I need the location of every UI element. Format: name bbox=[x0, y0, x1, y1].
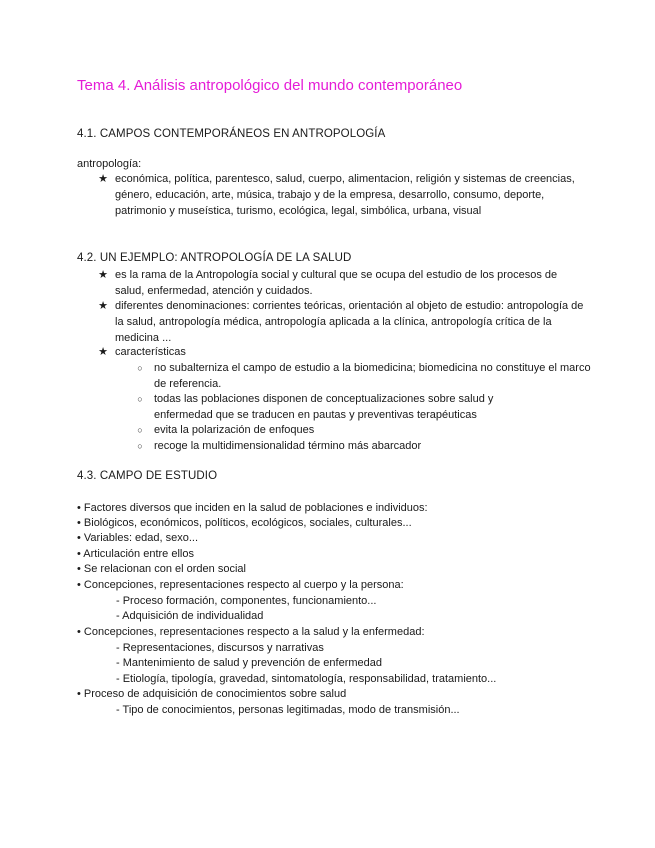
document-title: Tema 4. Análisis antropológico del mundo contemporáneo bbox=[77, 77, 463, 94]
section-heading-ejemplo: 4.2. UN EJEMPLO: ANTROPOLOGÍA DE LA SALUD bbox=[77, 252, 352, 264]
star-bullet-icon: ★ bbox=[98, 269, 108, 281]
star-bullet-icon: ★ bbox=[98, 300, 108, 312]
circle-bullet-icon: ○ bbox=[137, 425, 143, 435]
subitem-polarizacion: evita la polarización de enfoques bbox=[154, 424, 315, 436]
subitem-poblaciones: todas las poblaciones disponen de conceptualizaciones sobre salud y enfermedad que se traducen en pautas y preventivas terapéuticas bbox=[154, 393, 494, 421]
denominaciones-text: diferentes denominaciones: corrientes teóricas, orientación al objeto de estudio: antropología de la salud, antropología médica, antropología aplicada a la clínica, antropología crítica de la medicina ... bbox=[115, 300, 584, 344]
list-item: • Biológicos, económicos, políticos, ecológicos, sociales, culturales... bbox=[77, 517, 412, 529]
list-subitem: - Proceso formación, componentes, funcionamiento... bbox=[116, 595, 377, 607]
subitem-biomedicina: no subalterniza el campo de estudio a la biomedicina; biomedicina no constituye el marco de referencia. bbox=[154, 362, 591, 390]
list-item: • Factores diversos que inciden en la salud de poblaciones e individuos: bbox=[77, 502, 428, 514]
rama-text: es la rama de la Antropología social y cultural que se ocupa del estudio de los procesos de salud, enfermedad, atención y cuidados. bbox=[115, 269, 558, 297]
circle-bullet-icon: ○ bbox=[137, 363, 143, 373]
circle-bullet-icon: ○ bbox=[137, 441, 143, 451]
list-subitem: - Tipo de conocimientos, personas legitimadas, modo de transmisión... bbox=[116, 704, 460, 716]
campos-list-text: económica, política, parentesco, salud, cuerpo, alimentacion, religión y sistemas de creencias, género, educación, arte, música, trabajo y de la empresa, desarrollo, consumo, deporte, patrimonio y museística, turismo, ecológica, legal, simbólica, urbana, visual bbox=[115, 173, 575, 217]
list-item: • Concepciones, representaciones respecto a la salud y la enfermedad: bbox=[77, 626, 425, 638]
list-item: • Proceso de adquisición de conocimientos sobre salud bbox=[77, 688, 347, 700]
list-item: • Variables: edad, sexo... bbox=[77, 532, 199, 544]
list-subitem: - Representaciones, discursos y narrativas bbox=[116, 642, 324, 654]
list-subitem: - Mantenimiento de salud y prevención de enfermedad bbox=[116, 657, 382, 669]
section-heading-campos: 4.1. CAMPOS CONTEMPORÁNEOS EN ANTROPOLOGÍA bbox=[77, 128, 386, 140]
star-bullet-icon: ★ bbox=[98, 173, 108, 185]
list-subitem: - Etiología, tipología, gravedad, sintomatología, responsabilidad, tratamiento... bbox=[116, 673, 497, 685]
circle-bullet-icon: ○ bbox=[137, 394, 143, 404]
list-subitem: - Adquisición de individualidad bbox=[116, 610, 264, 622]
section-heading-campo-estudio: 4.3. CAMPO DE ESTUDIO bbox=[77, 470, 218, 482]
antropologia-label: antropología: bbox=[77, 158, 142, 170]
list-item: • Articulación entre ellos bbox=[77, 548, 194, 560]
list-item: • Concepciones, representaciones respecto al cuerpo y la persona: bbox=[77, 579, 404, 591]
star-bullet-icon: ★ bbox=[98, 346, 108, 358]
caracteristicas-text: características bbox=[115, 346, 186, 358]
subitem-multidimensionalidad: recoge la multidimensionalidad término más abarcador bbox=[154, 440, 422, 452]
list-item: • Se relacionan con el orden social bbox=[77, 563, 246, 575]
